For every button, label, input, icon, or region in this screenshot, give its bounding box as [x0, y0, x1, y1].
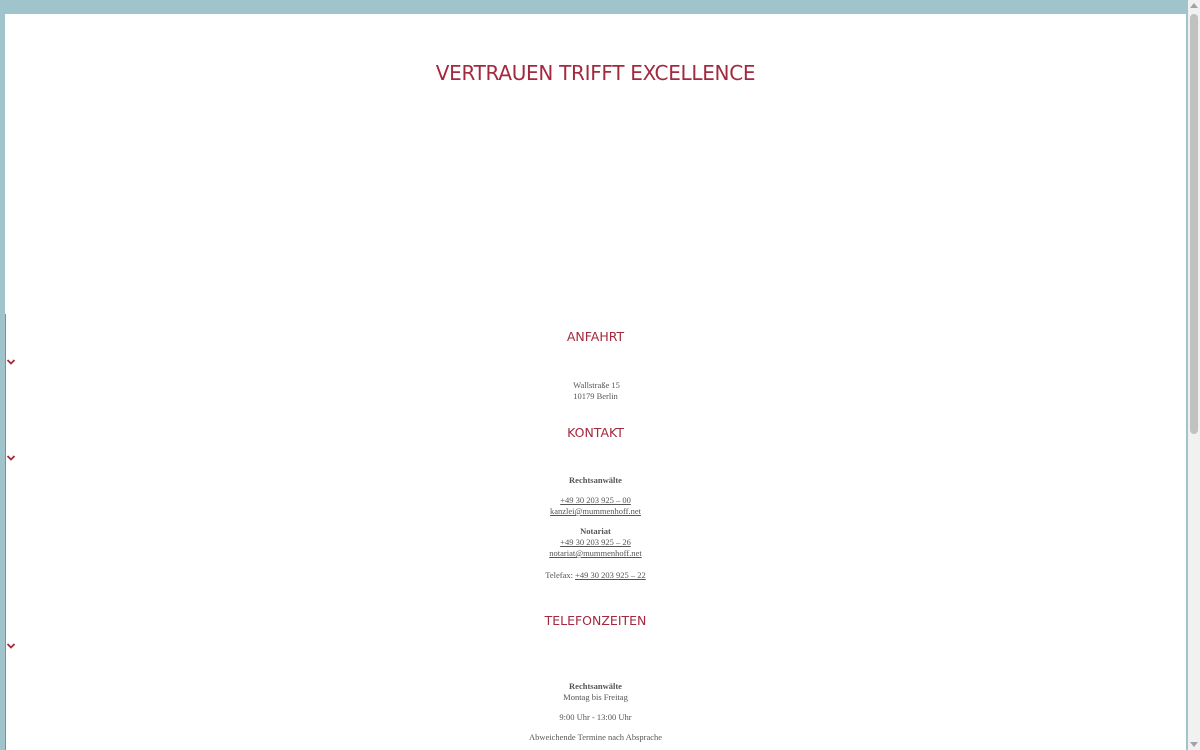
chevron-down-icon[interactable]: [6, 642, 18, 652]
phone-hours-note-block: [5, 732, 1186, 743]
hero-headline: VERTRAUEN TRIFFT EXCELLENCE: [435, 61, 756, 85]
phone-hours-note: Abweichende Termine nach Absprache: [528, 732, 663, 742]
scroll-down-arrow-icon[interactable]: [1190, 742, 1198, 747]
contact-notary-block: [5, 526, 1186, 559]
contact-notary-label: Notariat: [580, 526, 611, 536]
chevron-down-icon[interactable]: [6, 358, 18, 368]
address-city: 10179 Berlin: [573, 391, 618, 401]
phone-hours-time: 9:00 Uhr - 13:00 Uhr: [559, 712, 632, 722]
scroll-up-arrow-icon[interactable]: [1190, 3, 1198, 8]
vertical-scrollbar[interactable]: [1188, 0, 1200, 750]
lawyers-phone-link[interactable]: +49 30 203 925 – 00: [560, 495, 631, 505]
address-street: Wallstraße 15: [573, 380, 620, 390]
scroll-thumb[interactable]: [1190, 14, 1198, 434]
chevron-down-icon[interactable]: [6, 454, 18, 464]
contact-lawyers-block: [5, 495, 1186, 517]
contact-lawyers-label: Rechtsanwälte: [569, 475, 622, 485]
section-title-kontakt: KONTAKT: [567, 425, 624, 440]
contact-fax-block: [5, 570, 1186, 581]
contact-lawyers-label-block: [5, 475, 1186, 486]
lawyers-email-link[interactable]: kanzlei@mummenhoff.net: [550, 506, 641, 516]
phone-hours-block: [5, 681, 1186, 703]
fax-number-link[interactable]: +49 30 203 925 – 22: [575, 570, 646, 580]
phone-hours-lawyers-label: Rechtsanwälte: [569, 681, 622, 691]
fax-label: Telefax:: [545, 570, 576, 580]
notary-phone-link[interactable]: +49 30 203 925 – 26: [560, 537, 631, 547]
page-content: [5, 14, 1186, 750]
section-title-telefonzeiten: TELEFONZEITEN: [544, 613, 647, 628]
section-title-anfahrt: ANFAHRT: [566, 329, 625, 344]
phone-hours-days: Montag bis Freitag: [563, 692, 628, 702]
notary-email-link[interactable]: notariat@mummenhoff.net: [549, 548, 642, 558]
phone-hours-time-block: [5, 712, 1186, 723]
address-block: [5, 380, 1186, 402]
